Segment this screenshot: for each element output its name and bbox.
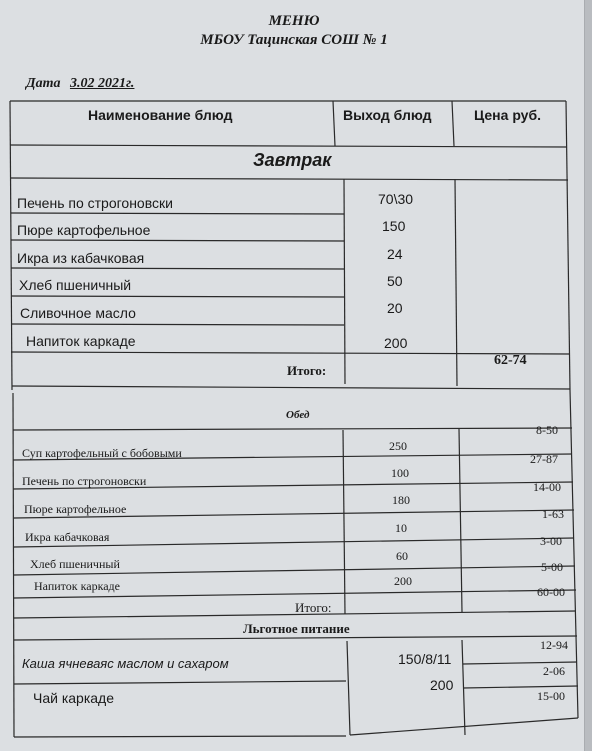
- breakfast-total: 62-74: [494, 353, 527, 368]
- lunch-item-out: 200: [394, 574, 412, 588]
- benefit-item-price: 15-00: [537, 689, 565, 703]
- school-name: МБОУ Тацинская СОШ № 1: [200, 32, 388, 48]
- lunch-item-name: Печень по строгоновски: [22, 474, 147, 488]
- lunch-item-name: Хлеб пшеничный: [30, 557, 120, 571]
- lunch-item-price: 27-87: [530, 452, 558, 466]
- lunch-item-out: 100: [391, 466, 409, 480]
- col-header-price: Цена руб.: [474, 107, 542, 123]
- lunch-item-price: 3-00: [540, 534, 562, 548]
- benefit-title: Льготное питание: [243, 621, 350, 636]
- breakfast-item-out: 50: [387, 273, 403, 289]
- breakfast-item-name: Напиток каркаде: [26, 333, 136, 349]
- lunch-item-name: Икра кабачковая: [25, 530, 110, 544]
- breakfast-item-out: 70\30: [378, 191, 414, 207]
- benefit-item-name: Каша ячневаяс маслом и сахаром: [22, 656, 229, 671]
- breakfast-item-out: 150: [382, 218, 406, 234]
- breakfast-item-name: Печень по строгоновски: [17, 195, 173, 211]
- lunch-item-price: 5-00: [541, 560, 563, 574]
- date-label: Дата: [26, 76, 61, 91]
- lunch-item-name: Пюре картофельное: [24, 502, 127, 516]
- benefit-item-price: 12-94: [540, 638, 568, 652]
- lunch-item-out: 250: [389, 439, 407, 453]
- date-line: [26, 76, 134, 92]
- breakfast-item-name: Хлеб пшеничный: [19, 277, 132, 293]
- benefit-item-out: 150/8/11: [398, 651, 452, 667]
- breakfast-total-label: Итого:: [287, 363, 327, 378]
- col-header-name: Наименование блюд: [88, 107, 233, 123]
- benefit-item-name: Чай каркаде: [33, 690, 115, 706]
- breakfast-title: Завтрак: [253, 150, 332, 170]
- lunch-item-name: Напиток каркаде: [34, 579, 120, 593]
- lunch-total: 60-00: [537, 585, 565, 599]
- lunch-item-out: 60: [396, 549, 408, 563]
- lunch-title: Обед: [286, 409, 310, 421]
- breakfast-item-out: 24: [387, 246, 403, 262]
- lunch-total-label: Итого:: [295, 600, 332, 615]
- breakfast-item-out: 200: [384, 335, 408, 351]
- page-title: МЕНЮ: [268, 13, 320, 29]
- benefit-item-price: 2-06: [543, 664, 565, 678]
- col-header-out: Выход блюд: [343, 107, 432, 123]
- lunch-item-out: 180: [392, 493, 410, 507]
- benefit-item-out: 200: [430, 677, 454, 693]
- lunch-item-name: Суп картофельный с бобовыми: [22, 446, 182, 460]
- breakfast-item-name: Икра из кабачковая: [17, 250, 145, 266]
- breakfast-item-name: Пюре картофельное: [17, 222, 151, 238]
- date-value: 3.02 2021г.: [69, 76, 135, 91]
- breakfast-item-out: 20: [387, 300, 403, 316]
- lunch-item-price: 1-63: [542, 507, 564, 521]
- lunch-item-out: 10: [395, 521, 407, 535]
- breakfast-item-name: Сливочное масло: [20, 305, 136, 321]
- lunch-item-price: 14-00: [533, 480, 561, 494]
- lunch-item-price: 8-50: [536, 423, 558, 437]
